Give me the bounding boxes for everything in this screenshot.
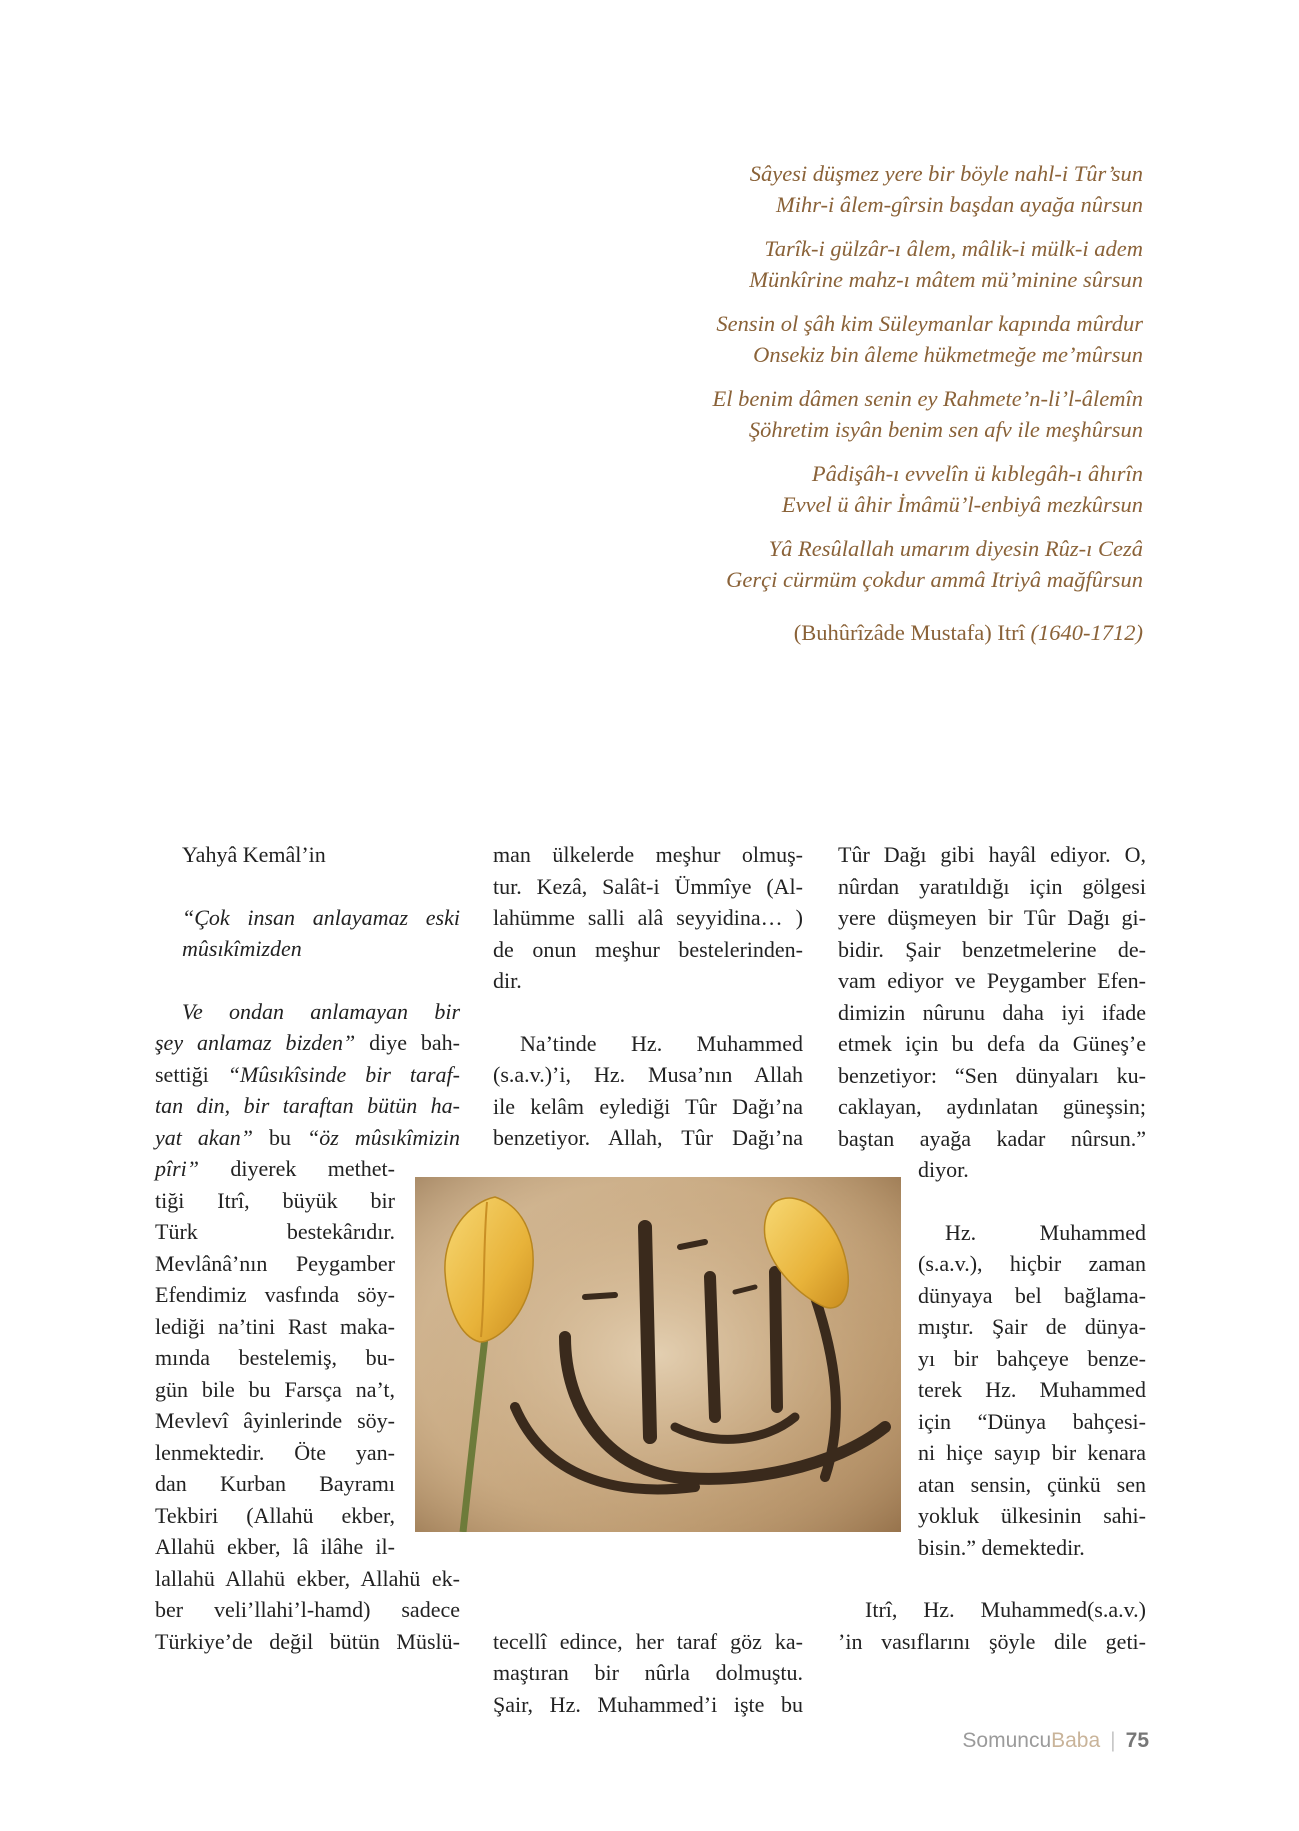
poet-dates: (1640-1712) [1030, 620, 1143, 645]
text-line: man ülkelerde meşhur olmuş- [493, 842, 803, 867]
text-line: Mevlevî âyinlerinde söy- [155, 1408, 395, 1433]
quote-text: yat akan” [155, 1124, 269, 1150]
text-line [155, 1059, 460, 1091]
poem-stanza [560, 383, 1143, 445]
brand-part-1: Somuncu [962, 1729, 1052, 1752]
text-line: dimizin nûrunu daha iyi ifade [838, 999, 1146, 1025]
text-line: mıştır. Şair de dünya- [918, 1314, 1146, 1339]
poem-line: Onsekiz bin âleme hükmetmeğe me’mûrsun [753, 342, 1143, 367]
text-line: Allahü ekber, lâ ilâhe il- [155, 1534, 395, 1559]
text-line: mında bestelemiş, bu- [155, 1345, 395, 1370]
text-line: yı bir bahçeye benze- [918, 1345, 1146, 1371]
text-line: (s.a.v.), hiçbir zaman [918, 1251, 1146, 1276]
text-line [155, 1027, 460, 1059]
wrapped-text [155, 1153, 395, 1563]
text-line: için “Dünya bahçesi- [918, 1408, 1146, 1434]
poem-line: Şöhretim isyân benim sen afv ile meşhûrsun [748, 417, 1143, 442]
paragraph: Yahyâ Kemâl’in [182, 842, 326, 867]
text-line: terek Hz. Muhammed [918, 1377, 1146, 1402]
quote-text: pîri” [155, 1156, 231, 1181]
text-line: diyor. [918, 1157, 969, 1182]
poem-line: Münkîrine mahz-ı mâtem mü’minine sûrsun [749, 267, 1143, 292]
text-span: diye bah- [355, 1030, 461, 1055]
text-line: Tûr Dağı gibi hayâl ediyor. O, [838, 842, 1146, 867]
text-line: vam ediyor ve Peygamber Efen- [838, 968, 1146, 993]
text-line: ni hiçe sayıp bir kenara [918, 1440, 1146, 1465]
text-line: benzetiyor: “Sen dünyaları ku- [838, 1062, 1146, 1088]
text-line: lenmektedir. Öte yan- [155, 1439, 395, 1465]
poem-line: Mihr-i âlem-gîrsin başdan ayağa nûrsun [775, 192, 1143, 217]
text-span: settiği [155, 1061, 228, 1087]
text-line: lediği na’tini Rast maka- [155, 1313, 395, 1339]
text-line: atan sensin, çünkü sen [918, 1471, 1146, 1497]
text-span: diyerek methet- [230, 1156, 395, 1181]
text-line: Hz. Muhammed [945, 1219, 1146, 1245]
magazine-logo [962, 1729, 1100, 1753]
calligraphy-tulip-image [415, 1177, 901, 1532]
text-line: dan Kurban Bayramı [155, 1471, 395, 1496]
quote-text: “Çok insan anlayamaz eski mûsıkîmizden [182, 904, 460, 961]
brand-part-2: Baba [1051, 1729, 1101, 1752]
quote-line [155, 902, 460, 965]
poem-line: Sâyesi düşmez yere bir böyle nahl-i Tûr’sun [749, 161, 1143, 186]
text-line: Şair, Hz. Muhammed’i işte bu [493, 1691, 803, 1717]
text-line: gün bile bu Farsça na’t, [155, 1376, 395, 1402]
wrapped-text [918, 1154, 1146, 1563]
quote-text: şey anlamaz bizden” [155, 1030, 356, 1055]
text-line: tur. Kezâ, Salât-i Ümmîye (Al- [493, 873, 803, 899]
poem-line: Gerçi cürmüm çokdur ammâ Itriyâ mağfûrsun [726, 567, 1143, 592]
text-line: benzetiyor. Allah, Tûr Dağı’na [493, 1125, 803, 1150]
poem-line: El benim dâmen senin ey Rahmete’n-li’l-âlemîn [712, 386, 1143, 411]
text-line: maştıran bir nûrla dolmuştu. [493, 1660, 803, 1685]
text-line: lahümme salli alâ seyyidina… ) [493, 905, 803, 930]
poem-block [560, 158, 1143, 608]
footer-separator: | [1110, 1729, 1116, 1752]
text-line: Efendimiz vasfında söy- [155, 1282, 395, 1307]
poem-stanza [560, 458, 1143, 520]
page-footer [962, 1729, 1149, 1753]
poem-line: Evvel ü âhir İmâmü’l-enbiyâ mezkûrsun [781, 492, 1143, 517]
text-line: (s.a.v.)’i, Hz. Musa’nın Allah [493, 1062, 803, 1087]
text-line: ber veli’llahi’l-hamd) sadece [155, 1597, 460, 1622]
quote-text: “Mûsıkîsinde bir taraf- [227, 1061, 460, 1087]
text-line: tecellî edince, her taraf göz ka- [493, 1628, 803, 1654]
text-line: Na’tinde Hz. Muhammed [520, 1030, 803, 1056]
poem-line: Sensin ol şâh kim Süleymanlar kapında mûrdur [716, 311, 1143, 336]
text-line: Itrî, Hz. Muhammed(s.a.v.) [865, 1597, 1146, 1622]
text-line: dünyaya bel bağlama- [918, 1282, 1146, 1308]
text-line: lallahü Allahü ekber, Allahü ek- [155, 1565, 460, 1591]
page-number: 75 [1125, 1729, 1149, 1752]
poem-attribution [560, 617, 1143, 648]
text-line: yere düşmeyen bir Tûr Dağı gi- [838, 905, 1146, 930]
quote-line: Ve ondan anlamayan bir [182, 998, 460, 1024]
calligraphy-illustration [415, 1177, 901, 1532]
poem-stanza [560, 308, 1143, 370]
text-line: Tekbiri (Allahü ekber, [155, 1502, 395, 1528]
text-line: bisin.” demektedir. [918, 1534, 1085, 1560]
text-line: dir. [493, 968, 522, 993]
poem-stanza [560, 533, 1143, 595]
text-line [155, 1122, 460, 1154]
text-line: bidir. Şair benzetmelerine de- [838, 936, 1146, 962]
poem-stanza [560, 233, 1143, 295]
quote-text: “öz mûsıkîmizin [307, 1124, 460, 1150]
poet-name: (Buhûrîzâde Mustafa) Itrî [793, 620, 1025, 645]
text-span: bu [268, 1124, 308, 1150]
text-line: etmek için bu defa da Güneş’e [838, 1031, 1146, 1056]
text-line: Mevlânâ’nın Peygamber [155, 1250, 395, 1276]
text-line [155, 1153, 395, 1185]
poem-stanza [560, 158, 1143, 220]
poem-line: Yâ Resûlallah umarım diyesin Rûz-ı Cezâ [768, 536, 1143, 561]
poem-line: Tarîk-i gülzâr-ı âlem, mâlik-i mülk-i adem [764, 236, 1143, 261]
text-line: caklayan, aydınlatan güneşsin; [838, 1094, 1146, 1119]
text-line: Türkiye’de değil bütün Müslü- [155, 1628, 460, 1654]
text-line: Türk bestekârıdır. [155, 1219, 395, 1244]
text-line: ’in vasıflarını şöyle dile geti- [838, 1628, 1146, 1654]
text-line: tiği Itrî, büyük bir [155, 1187, 395, 1213]
text-line: tan din, bir taraftan bütün ha- [155, 1093, 460, 1118]
poem-line: Pâdişâh-ı evvelîn ü kıblegâh-ı âhırîn [811, 461, 1143, 486]
text-line: nûrdan yaratıldığı için gölgesi [838, 873, 1146, 899]
text-line: yokluk ülkesinin sahi- [918, 1503, 1146, 1528]
text-line: ile kelâm eylediği Tûr Dağı’na [493, 1093, 803, 1119]
text-line: baştan ayağa kadar nûrsun.” [838, 1125, 1146, 1151]
text-line: de onun meşhur bestelerinden- [493, 936, 803, 962]
